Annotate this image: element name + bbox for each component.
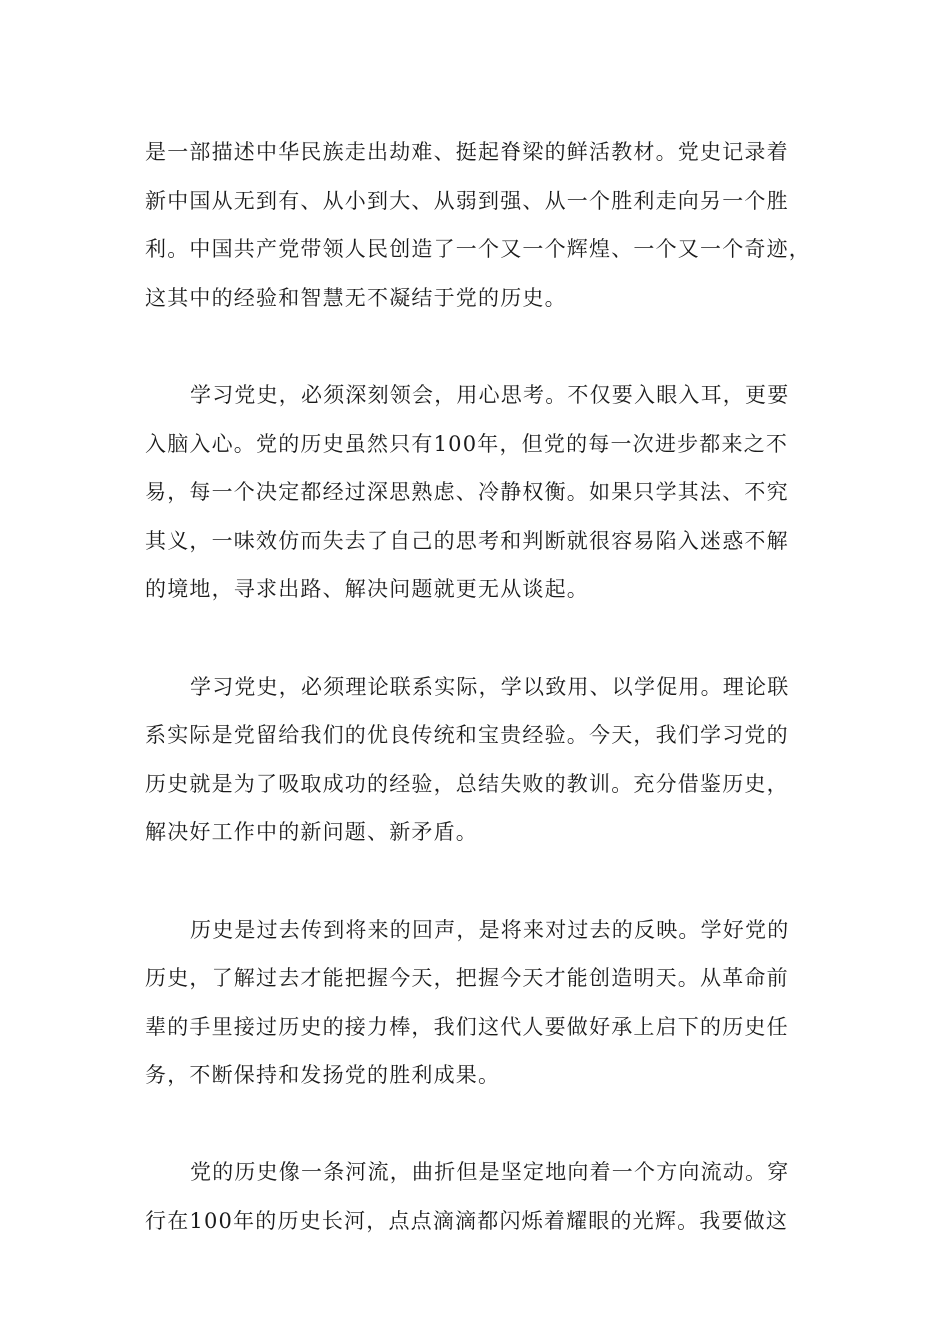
text-line: 历史，了解过去才能把握今天，把握今天才能创造明天。从革命前 <box>145 966 789 991</box>
text-line: 入脑入心。党的历史虽然只有100年，但党的每一次进步都来之不 <box>145 431 789 456</box>
text-line: 是一部描述中华民族走出劫难、挺起脊梁的鲜活教材。党史记录着 <box>145 140 789 164</box>
text-line: 解决好工作中的新问题、新矛盾。 <box>145 820 478 845</box>
text-line: 新中国从无到有、从小到大、从弱到强、从一个胜利走向另一个胜 <box>145 188 789 213</box>
text-line: 历史是过去传到将来的回声，是将来对过去的反映。学好党的 <box>190 917 790 942</box>
text-line: 易，每一个决定都经过深思熟虑、冷静权衡。如果只学其法、不究 <box>145 480 789 505</box>
paragraph-5 <box>145 1148 810 1245</box>
paragraph-2 <box>145 371 810 614</box>
text-line: 其义，一味效仿而失去了自己的思考和判断就很容易陷入迷惑不解 <box>145 528 789 553</box>
text-line: 的境地，寻求出路、解决问题就更无从谈起。 <box>145 577 589 602</box>
paragraph-1 <box>145 128 810 322</box>
document-body <box>145 128 810 1294</box>
text-line: 这其中的经验和智慧无不凝结于党的历史。 <box>145 285 567 310</box>
text-line: 行在100年的历史长河，点点滴滴都闪烁着耀眼的光辉。我要做这 <box>145 1209 789 1234</box>
text-line: 务，不断保持和发扬党的胜利成果。 <box>145 1063 501 1088</box>
text-line: 系实际是党留给我们的优良传统和宝贵经验。今天，我们学习党的 <box>145 723 789 748</box>
text-line: 辈的手里接过历史的接力棒，我们这代人要做好承上启下的历史任 <box>145 1014 789 1039</box>
text-line: 历史就是为了吸取成功的经验，总结失败的教训。充分借鉴历史， <box>145 771 789 796</box>
text-line: 学习党史，必须理论联系实际，学以致用、以学促用。理论联 <box>190 674 790 699</box>
paragraph-4 <box>145 906 810 1100</box>
paragraph-3 <box>145 663 810 857</box>
text-line: 党的历史像一条河流，曲折但是坚定地向着一个方向流动。穿 <box>190 1160 790 1185</box>
text-line: 学习党史，必须深刻领会，用心思考。不仅要入眼入耳，更要 <box>190 382 790 407</box>
text-line: 利。中国共产党带领人民创造了一个又一个辉煌、一个又一个奇迹， <box>145 237 811 262</box>
